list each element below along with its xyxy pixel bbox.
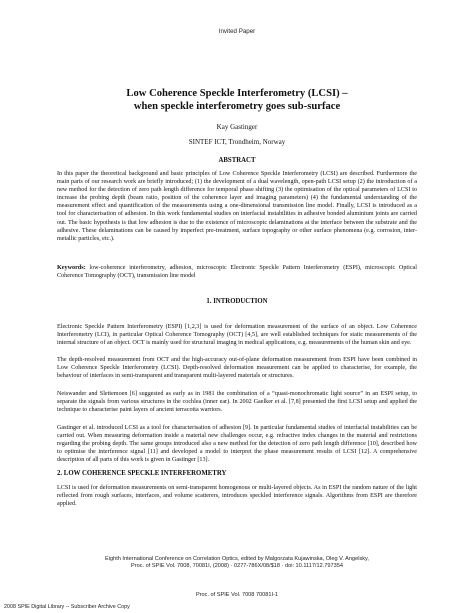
section-2-heading: 2. LOW COHERENCE SPECKLE INTERFEROMETRY [57,470,227,477]
author-affiliation: SINTEF ICT, Trondheim, Norway [188,138,286,146]
paper-title [40,87,434,113]
keywords-block [57,264,417,280]
conference-footer-line-1: Eighth International Conference on Correlation Optics, edited by Malgorzata Kujawinska, Oleg V. Angelsky, [105,556,369,562]
title-line-1: Low Coherence Speckle Interferometry (LCSI) – [126,88,348,99]
intro-paragraph-4: Gastinger et al. introduced LCSI as a tool for characterisation of adhesion [9]. In particular fundamental studies of interfacial instabilities can be carried out. When measuring deformation inside a material new challenges occur, e.g. refractive index changes in the material and restrictions regarding the probing depth. The same groups introduced also a new method for the detection of zero path length difference [10], described how to optimise the interference signal [11] and developed a model to interpret the phase measurement results of LCSI [12]. A comprehensive description of all parts of this work is given in Gastinger [13]. [57,425,417,464]
invited-paper-note: Invited Paper [218,28,256,35]
section-1-heading: 1. INTRODUCTION [206,298,268,305]
keywords-label: Keywords: [57,265,86,271]
intro-paragraph-1: Electronic Speckle Pattern Interferometry (ESPI) [1,2,3] is used for deformation measurement of the surface of an object. Low Coherence Interferometry (LCI), in particular Optical Coherence Tomography (OCT) [4,5], are well established techniques for static measurements of the internal structure of an object. OCT is mainly used for structural imaging in medical applications, e.g. measurements of the human skin and eye. [57,324,417,347]
keywords-text: low-coherence interferometry, adhesion, microscopic Electronic Speckle Pattern Interferometry (ESPI), microscopic Optical Coherence Tomography (OCT), transmission line model [57,265,417,280]
page-number-footer: Proc. of SPIE Vol. 7008 70081I-1 [195,592,279,598]
title-line-2: when speckle interferometry goes sub-surface [133,101,341,112]
author-name: Kay Gastinger [216,123,258,131]
abstract-heading: ABSTRACT [218,157,256,164]
conference-footer [40,556,434,570]
section-2-paragraph-1: LCSI is used for deformation measurements on semi-transparent homogenous or multi-layered objects. As in ESPI the random nature of the light reflected from rough surfaces, interfaces, and volume scatterers, introduces speckled interference signals. Algorithms from ESPI are therefore applied. [57,485,417,508]
abstract-text: In this paper the theoretical background and basic principles of Low Coherence Speckle Interferometry (LCSI) are described. Furthermore the main parts of our research work are briefly introduced; (1) the development of a dual wavelength, open-path LCSI setup (2) the introduction of a new method for the detection of zero path length difference for temporal phase shifting (3) the optimisation of the optical parameters of LCSI to increase the probing depth (beam ratio, position of the coherence layer and imaging parameters) (4) the fundamental understanding of the measurement effect and quantification of the measurements using a one-dimensional transmission line model. Finally, LCSI is introduced as a tool for characterisation of adhesion. In this work fundamental studies on interfacial instabilities in adhesive bonded aluminium joints are carried out. The basic hypothesis is that low adhesion is due to the existence of microscopic delaminations at the interface between the substrate and the adhesive. These delaminations can be caused by imperfect pre-treatment, surface topography or other surface phenomena (e.g. corrosion, inter-metallic particles, etc.). [57,171,417,242]
digital-library-notice: 2008 SPIE Digital Library -- Subscriber Archive Copy [4,604,130,610]
intro-paragraph-3: Neiswander and Slettemoen [6] suggested as early as in 1981 the combination of a “quasi-monochromatic light source” in an ESPI setup, to separate the signals from various structures in the cochlea (inner ear). In 2002 Gaelker et al. [7,8] presented the first LCSI setup and applied the technique to characterise paint layers of ancient terracotta warriors. [57,391,417,414]
intro-paragraph-2: The depth-resolved measurement from OCT and the high-accuracy out-of-plane deformation measurement from ESPI have been combined in Low Coherence Speckle Interferometry (LCSI). Depth-resolved deformation measurement can be applied to characterise, for example, the behaviour of interfaces in semi-transparent and transparent multi-layered materials or structures. [57,357,417,380]
conference-footer-line-2: Proc. of SPIE Vol. 7008, 70081I, (2008) · 0277-786X/08/$18 · doi: 10.1117/12.797354 [131,563,343,569]
